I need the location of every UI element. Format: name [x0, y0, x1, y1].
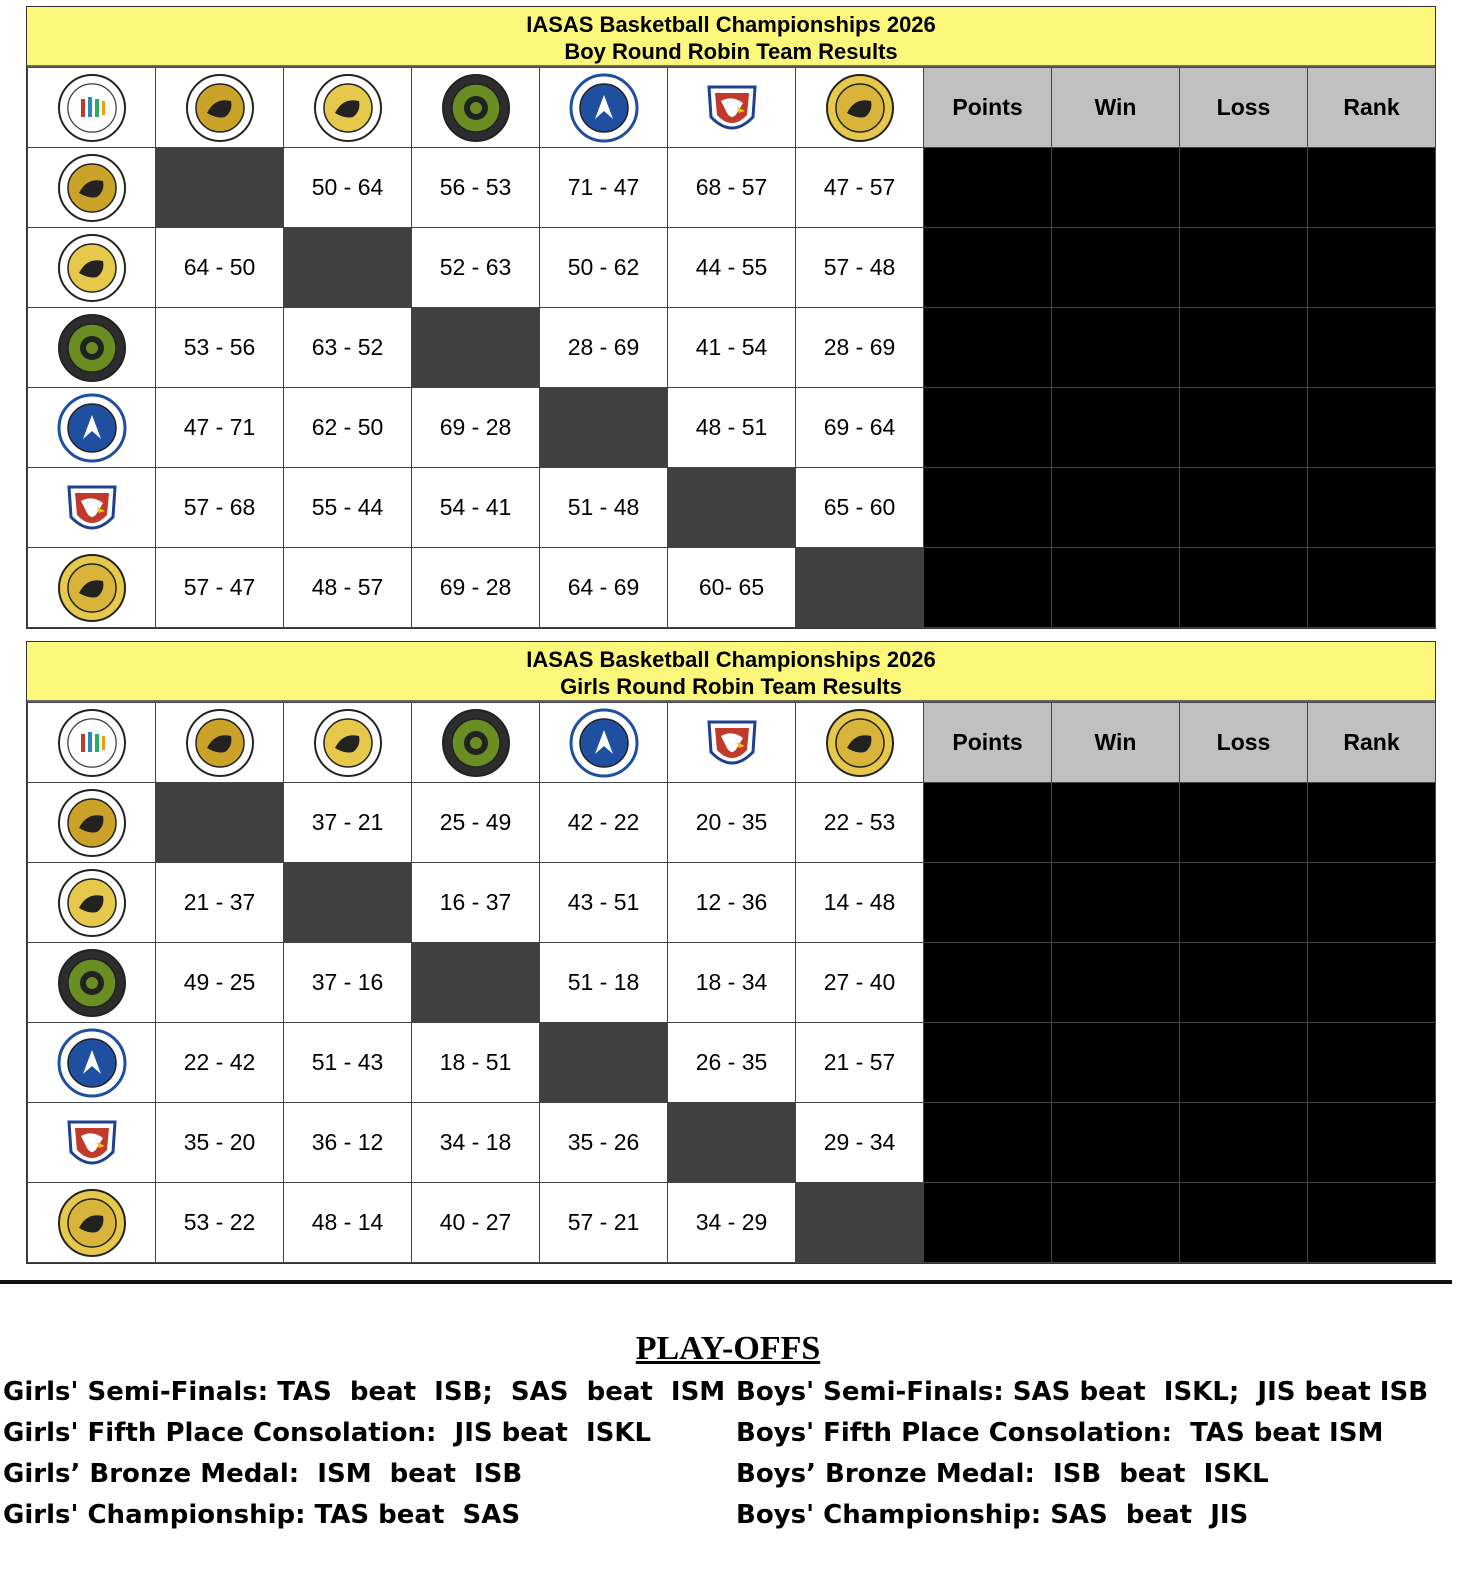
girls-win-header: Win: [1052, 703, 1180, 783]
score-cell: 20 - 35: [668, 783, 796, 863]
loss-cell: 5: [1180, 863, 1308, 943]
loss-cell: 2: [1180, 388, 1308, 468]
lion-logo-icon: [284, 703, 412, 783]
girls-results-sheet: [26, 641, 1436, 1264]
table-row: [28, 1103, 1436, 1183]
score-cell: 37 - 21: [284, 783, 412, 863]
score-cell: 57 - 47: [156, 548, 284, 628]
score-cell: 41 - 54: [668, 308, 796, 388]
points-cell: 10: [924, 1183, 1052, 1263]
score-cell: 48 - 57: [284, 548, 412, 628]
eagle-logo-icon: [28, 1103, 156, 1183]
loss-cell: 4: [1180, 1023, 1308, 1103]
rank-cell: 1st: [1308, 468, 1436, 548]
rank-cell: 5th: [1308, 548, 1436, 628]
boys-playoffs: [736, 1372, 1428, 1536]
score-cell: 65 - 60: [796, 468, 924, 548]
loss-cell: 2: [1180, 943, 1308, 1023]
win-cell: 3: [1052, 388, 1180, 468]
score-cell: 40 - 27: [412, 1183, 540, 1263]
score-cell: 35 - 20: [156, 1103, 284, 1183]
boys-playoff-line: Boys' Semi-Finals: SAS beat ISKL; JIS beat ISB: [736, 1377, 1429, 1407]
iasas-logo-icon: [28, 68, 156, 148]
score-cell: 34 - 29: [668, 1183, 796, 1263]
boys-title: [27, 7, 1435, 67]
rank-cell: 2nd: [1308, 148, 1436, 228]
girls-title-line1: IASAS Basketball Championships 2026: [526, 647, 936, 672]
loss-cell: 3: [1180, 783, 1308, 863]
boys-win-header: Win: [1052, 68, 1180, 148]
score-cell: 18 - 51: [412, 1023, 540, 1103]
boys-title-line1: IASAS Basketball Championships 2026: [526, 12, 936, 37]
blank-cell: [796, 1183, 924, 1263]
win-cell: 2: [1052, 548, 1180, 628]
bearcat-logo-icon: [28, 943, 156, 1023]
girls-title: [27, 642, 1435, 702]
blank-cell: [284, 863, 412, 943]
score-cell: 53 - 22: [156, 1183, 284, 1263]
tiger-logo-icon: [28, 1183, 156, 1263]
table-row: [28, 308, 1436, 388]
girls-rank-header: Rank: [1308, 703, 1436, 783]
dragon-logo-icon: [28, 1023, 156, 1103]
points-cell: 5: [924, 863, 1052, 943]
win-cell: 0: [1052, 863, 1180, 943]
loss-cell: 2: [1180, 148, 1308, 228]
points-cell: 9: [924, 1103, 1052, 1183]
eagle-logo-icon: [28, 468, 156, 548]
score-cell: 25 - 49: [412, 783, 540, 863]
boys-results-table: [27, 67, 1436, 628]
table-row: [28, 228, 1436, 308]
playoffs-title: PLAY-OFFS: [635, 1330, 821, 1367]
table-row: [28, 148, 1436, 228]
score-cell: 50 - 64: [284, 148, 412, 228]
lion-logo-icon: [28, 863, 156, 943]
iasas-logo-icon: [28, 703, 156, 783]
score-cell: 69 - 28: [412, 388, 540, 468]
score-cell: 57 - 21: [540, 1183, 668, 1263]
blank-cell: [796, 548, 924, 628]
score-cell: 51 - 48: [540, 468, 668, 548]
win-cell: 4: [1052, 468, 1180, 548]
lion-logo-icon: [28, 228, 156, 308]
score-cell: 71 - 47: [540, 148, 668, 228]
score-cell: 12 - 36: [668, 863, 796, 943]
points-cell: 6: [924, 1023, 1052, 1103]
score-cell: 53 - 56: [156, 308, 284, 388]
win-cell: 1: [1052, 1023, 1180, 1103]
girls-loss-header: Loss: [1180, 703, 1308, 783]
girls-playoff-line: Girls' Semi-Finals: TAS beat ISB; SAS beat ISM: [3, 1377, 726, 1407]
points-cell: 8: [924, 943, 1052, 1023]
eagle-logo-icon: [668, 703, 796, 783]
blank-cell: [156, 783, 284, 863]
score-cell: 48 - 14: [284, 1183, 412, 1263]
table-row: [28, 1183, 1436, 1263]
boys-points-header: Points: [924, 68, 1052, 148]
score-cell: 35 - 26: [540, 1103, 668, 1183]
score-cell: 54 - 41: [412, 468, 540, 548]
score-cell: 69 - 64: [796, 388, 924, 468]
girls-points-header: Points: [924, 703, 1052, 783]
score-cell: 22 - 42: [156, 1023, 284, 1103]
girls-playoff-line: Girls’ Bronze Medal: ISM beat ISB: [3, 1459, 523, 1489]
win-cell: 2: [1052, 783, 1180, 863]
rank-cell: 6th: [1308, 308, 1436, 388]
table-row: [28, 388, 1436, 468]
score-cell: 51 - 18: [540, 943, 668, 1023]
score-cell: 49 - 25: [156, 943, 284, 1023]
blank-cell: [540, 388, 668, 468]
lion-logo-icon: [284, 68, 412, 148]
girls-playoffs: [3, 1372, 725, 1536]
dragon-logo-icon: [28, 388, 156, 468]
blank-cell: [668, 1103, 796, 1183]
dragon-logo-icon: [540, 68, 668, 148]
score-cell: 42 - 22: [540, 783, 668, 863]
score-cell: 47 - 57: [796, 148, 924, 228]
win-cell: 4: [1052, 1103, 1180, 1183]
rank-cell: 4th: [1308, 228, 1436, 308]
points-cell: 7: [924, 548, 1052, 628]
score-cell: 69 - 28: [412, 548, 540, 628]
points-cell: 7: [924, 783, 1052, 863]
score-cell: 28 - 69: [796, 308, 924, 388]
eagle-logo-icon: [668, 68, 796, 148]
boys-rank-header: Rank: [1308, 68, 1436, 148]
bearcat-logo-icon: [412, 703, 540, 783]
score-cell: 64 - 69: [540, 548, 668, 628]
score-cell: 64 - 50: [156, 228, 284, 308]
loss-cell: 0: [1180, 1183, 1308, 1263]
score-cell: 37 - 16: [284, 943, 412, 1023]
girls-title-line2: Girls Round Robin Team Results: [560, 674, 902, 699]
score-cell: 57 - 68: [156, 468, 284, 548]
score-cell: 52 - 63: [412, 228, 540, 308]
score-cell: 27 - 40: [796, 943, 924, 1023]
dragon-logo-icon: [540, 703, 668, 783]
score-cell: 14 - 48: [796, 863, 924, 943]
score-cell: 60- 65: [668, 548, 796, 628]
boys-playoff-line: Boys’ Bronze Medal: ISB beat ISKL: [736, 1459, 1269, 1489]
section-divider: [0, 1280, 1452, 1284]
score-cell: 21 - 37: [156, 863, 284, 943]
score-cell: 34 - 18: [412, 1103, 540, 1183]
win-cell: 5: [1052, 1183, 1180, 1263]
points-cell: 6: [924, 308, 1052, 388]
points-cell: 8: [924, 148, 1052, 228]
girls-header-row: [28, 703, 1436, 783]
boys-playoff-line: Boys' Fifth Place Consolation: TAS beat ISM: [736, 1418, 1384, 1448]
score-cell: 43 - 51: [540, 863, 668, 943]
rank-cell: 3rd: [1308, 943, 1436, 1023]
panther-logo-icon: [28, 783, 156, 863]
score-cell: 16 - 37: [412, 863, 540, 943]
rank-cell: 4th: [1308, 783, 1436, 863]
table-row: [28, 863, 1436, 943]
blank-cell: [412, 943, 540, 1023]
rank-cell: 1st: [1308, 1183, 1436, 1263]
points-cell: 7: [924, 228, 1052, 308]
girls-playoff-line: Girls' Fifth Place Consolation: JIS beat ISKL: [3, 1418, 652, 1448]
score-cell: 44 - 55: [668, 228, 796, 308]
loss-cell: 3: [1180, 228, 1308, 308]
boys-header-row: [28, 68, 1436, 148]
rank-cell: 6th: [1308, 863, 1436, 943]
rank-cell: 3rd: [1308, 388, 1436, 468]
panther-logo-icon: [156, 703, 284, 783]
win-cell: 2: [1052, 228, 1180, 308]
win-cell: 1: [1052, 308, 1180, 388]
score-cell: 62 - 50: [284, 388, 412, 468]
boys-playoff-line: Boys' Championship: SAS beat JIS: [736, 1500, 1249, 1530]
loss-cell: 1: [1180, 1103, 1308, 1183]
score-cell: 29 - 34: [796, 1103, 924, 1183]
blank-cell: [540, 1023, 668, 1103]
panther-logo-icon: [156, 68, 284, 148]
score-cell: 57 - 48: [796, 228, 924, 308]
blank-cell: [412, 308, 540, 388]
score-cell: 51 - 43: [284, 1023, 412, 1103]
boys-title-line2: Boy Round Robin Team Results: [564, 39, 898, 64]
table-row: [28, 783, 1436, 863]
win-cell: 3: [1052, 943, 1180, 1023]
girls-results-table: [27, 702, 1436, 1263]
tiger-logo-icon: [796, 703, 924, 783]
rank-cell: 2nd: [1308, 1103, 1436, 1183]
score-cell: 36 - 12: [284, 1103, 412, 1183]
blank-cell: [156, 148, 284, 228]
loss-cell: 3: [1180, 548, 1308, 628]
score-cell: 47 - 71: [156, 388, 284, 468]
girls-playoff-line: Girls' Championship: TAS beat SAS: [3, 1500, 521, 1530]
points-cell: 8: [924, 388, 1052, 468]
score-cell: 55 - 44: [284, 468, 412, 548]
score-cell: 18 - 34: [668, 943, 796, 1023]
score-cell: 28 - 69: [540, 308, 668, 388]
points-cell: 9: [924, 468, 1052, 548]
score-cell: 26 - 35: [668, 1023, 796, 1103]
win-cell: 3: [1052, 148, 1180, 228]
panther-logo-icon: [28, 148, 156, 228]
score-cell: 56 - 53: [412, 148, 540, 228]
score-cell: 21 - 57: [796, 1023, 924, 1103]
bearcat-logo-icon: [28, 308, 156, 388]
table-row: [28, 548, 1436, 628]
blank-cell: [668, 468, 796, 548]
boys-loss-header: Loss: [1180, 68, 1308, 148]
score-cell: 48 - 51: [668, 388, 796, 468]
rank-cell: 5th: [1308, 1023, 1436, 1103]
tiger-logo-icon: [796, 68, 924, 148]
table-row: [28, 943, 1436, 1023]
boys-results-sheet: [26, 6, 1436, 629]
loss-cell: 4: [1180, 308, 1308, 388]
tiger-logo-icon: [28, 548, 156, 628]
score-cell: 22 - 53: [796, 783, 924, 863]
bearcat-logo-icon: [412, 68, 540, 148]
table-row: [28, 1023, 1436, 1103]
score-cell: 63 - 52: [284, 308, 412, 388]
score-cell: 68 - 57: [668, 148, 796, 228]
loss-cell: 1: [1180, 468, 1308, 548]
score-cell: 50 - 62: [540, 228, 668, 308]
blank-cell: [284, 228, 412, 308]
table-row: [28, 468, 1436, 548]
